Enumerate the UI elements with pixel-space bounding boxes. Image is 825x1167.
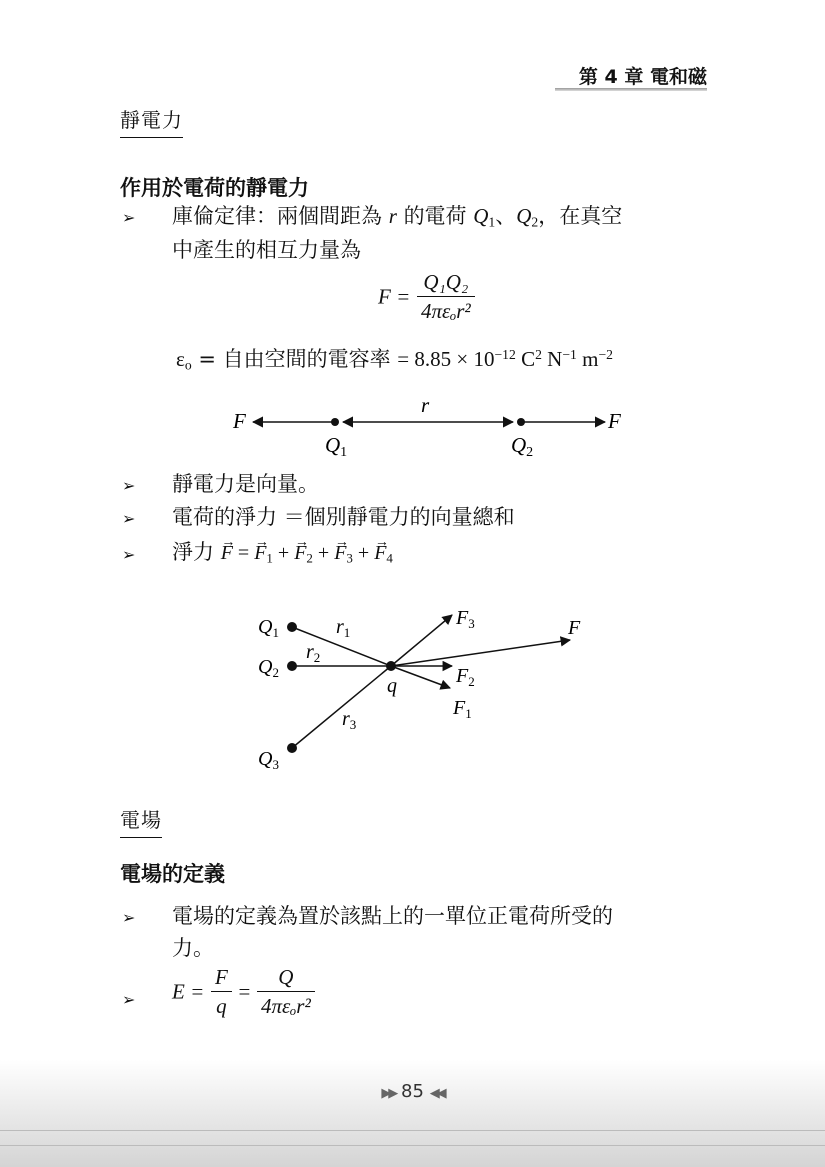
coulomb-fraction (417, 270, 475, 324)
eps-sub: o (184, 357, 192, 373)
bullet-arrow-icon: ➢ (122, 990, 136, 1009)
charge-q3-dot (287, 743, 297, 753)
label-q1: Q1 (325, 433, 348, 460)
eps-unit-m-exp: −2 (598, 347, 613, 363)
label-q2: $Q_2$ (258, 656, 279, 680)
label-q3: $Q_3$ (258, 748, 279, 772)
two-charge-diagram (225, 392, 635, 462)
label-r1: $r_1$ (336, 616, 351, 640)
footer-stripe (0, 1145, 825, 1146)
label-q: q (387, 675, 397, 697)
label-f-left: F (233, 409, 246, 433)
coulomb-text-a: 庫倫定律：兩個間距為 (172, 204, 382, 228)
page-number-value: 85 (401, 1081, 424, 1102)
eps-exp: −12 (494, 347, 516, 363)
coulomb-formula (378, 270, 475, 324)
net-force-text: 電荷的淨力 ＝個別靜電力的向量總和 (172, 505, 515, 529)
field-formula (172, 965, 315, 1019)
subtitle-field: 電場的定義 (120, 861, 225, 886)
bullet-arrow-icon: ➢ (122, 545, 136, 564)
coulomb-r: r (388, 204, 397, 228)
field-numerator-1: F (211, 965, 232, 992)
coulomb-numerator: Q₁Q₂ (417, 270, 475, 297)
chapter-underline (555, 88, 707, 91)
coulomb-sep: 、 (495, 204, 517, 228)
coulomb-law-text-line2: 中產生的相互力量為 (172, 238, 361, 262)
bullet-arrow-icon: ➢ (122, 908, 136, 927)
eps-symbol: ε (176, 347, 185, 371)
arrow-f1 (391, 666, 450, 688)
eps-unit-m: m (576, 347, 599, 371)
field-denominator-1: q (216, 994, 227, 1018)
double-arrow-right-icon: ▶▶ (381, 1086, 396, 1101)
bullet-arrow-icon: ➢ (122, 208, 136, 227)
eps-unit-c-exp: 2 (535, 347, 542, 363)
field-fraction-1 (211, 965, 232, 1019)
section-title-field: 電場 (120, 804, 162, 838)
coulomb-text-c: ，在真空 (538, 204, 623, 228)
charge-q2-dot (287, 661, 297, 671)
eps-unit-n: N (541, 347, 563, 371)
three-charge-force-diagram (250, 600, 595, 775)
field-lhs: E = (172, 979, 205, 1004)
eps-value: = 8.85 × 10 (397, 347, 495, 371)
coulomb-q1: $Q_1$ (473, 204, 496, 230)
field-eq2: = (238, 979, 251, 1004)
field-numerator-2: Q (257, 965, 315, 992)
field-definition-line2: 力。 (172, 936, 214, 960)
coulomb-text-b: 的電荷 (403, 204, 467, 228)
charge-q1-dot (331, 418, 339, 426)
coulomb-q2: $Q_2$ (516, 204, 539, 230)
label-q1: $Q_1$ (258, 616, 279, 640)
footer-background (0, 1060, 825, 1167)
vector-text: 靜電力是向量。 (172, 472, 319, 496)
label-f-right: F (608, 409, 621, 433)
coulomb-law-text (172, 200, 622, 238)
label-f: F (568, 617, 581, 639)
test-charge-dot (386, 661, 396, 671)
net-force-sum: 淨力 → F = → $F_1$ + → $F_2$ + → $F_3$ + → $F_4$ (172, 536, 393, 574)
label-r2: $r_2$ (306, 641, 321, 665)
charge-q1-dot (287, 622, 297, 632)
coulomb-lhs: F = (378, 284, 411, 309)
label-f3: $F_3$ (456, 607, 475, 631)
label-r: r (421, 393, 430, 417)
line-r3 (292, 666, 391, 748)
footer-stripe (0, 1130, 825, 1131)
eps-unit-c: C (515, 347, 536, 371)
label-f2: $F_2$ (456, 665, 475, 689)
label-f1: $F_1$ (453, 697, 472, 721)
net-sum-label: 淨力 (172, 540, 214, 564)
section-title-electrostatic: 靜電力 (120, 104, 183, 138)
bullet-arrow-icon: ➢ (122, 509, 136, 528)
coulomb-denominator: 4πεₒr² (420, 299, 471, 323)
page-number (0, 1081, 825, 1102)
eps-unit-n-exp: −1 (562, 347, 577, 363)
field-fraction-2 (257, 965, 315, 1019)
field-denominator-2: 4πεₒr² (260, 994, 311, 1018)
bullet-arrow-icon: ➢ (122, 476, 136, 495)
subtitle-electrostatic: 作用於電荷的靜電力 (120, 175, 309, 200)
label-r3: $r_3$ (342, 708, 357, 732)
eps-def: = 自由空間的電容率 (198, 347, 398, 371)
epsilon-definition (176, 343, 613, 373)
label-q2: Q2 (511, 433, 534, 460)
double-arrow-left-icon: ◀◀ (429, 1086, 444, 1101)
chapter-header: 第 4 章 電和磁 (578, 66, 707, 88)
field-definition-line1: 電場的定義為置於該點上的一單位正電荷所受的 (172, 904, 613, 928)
charge-q2-dot (517, 418, 525, 426)
